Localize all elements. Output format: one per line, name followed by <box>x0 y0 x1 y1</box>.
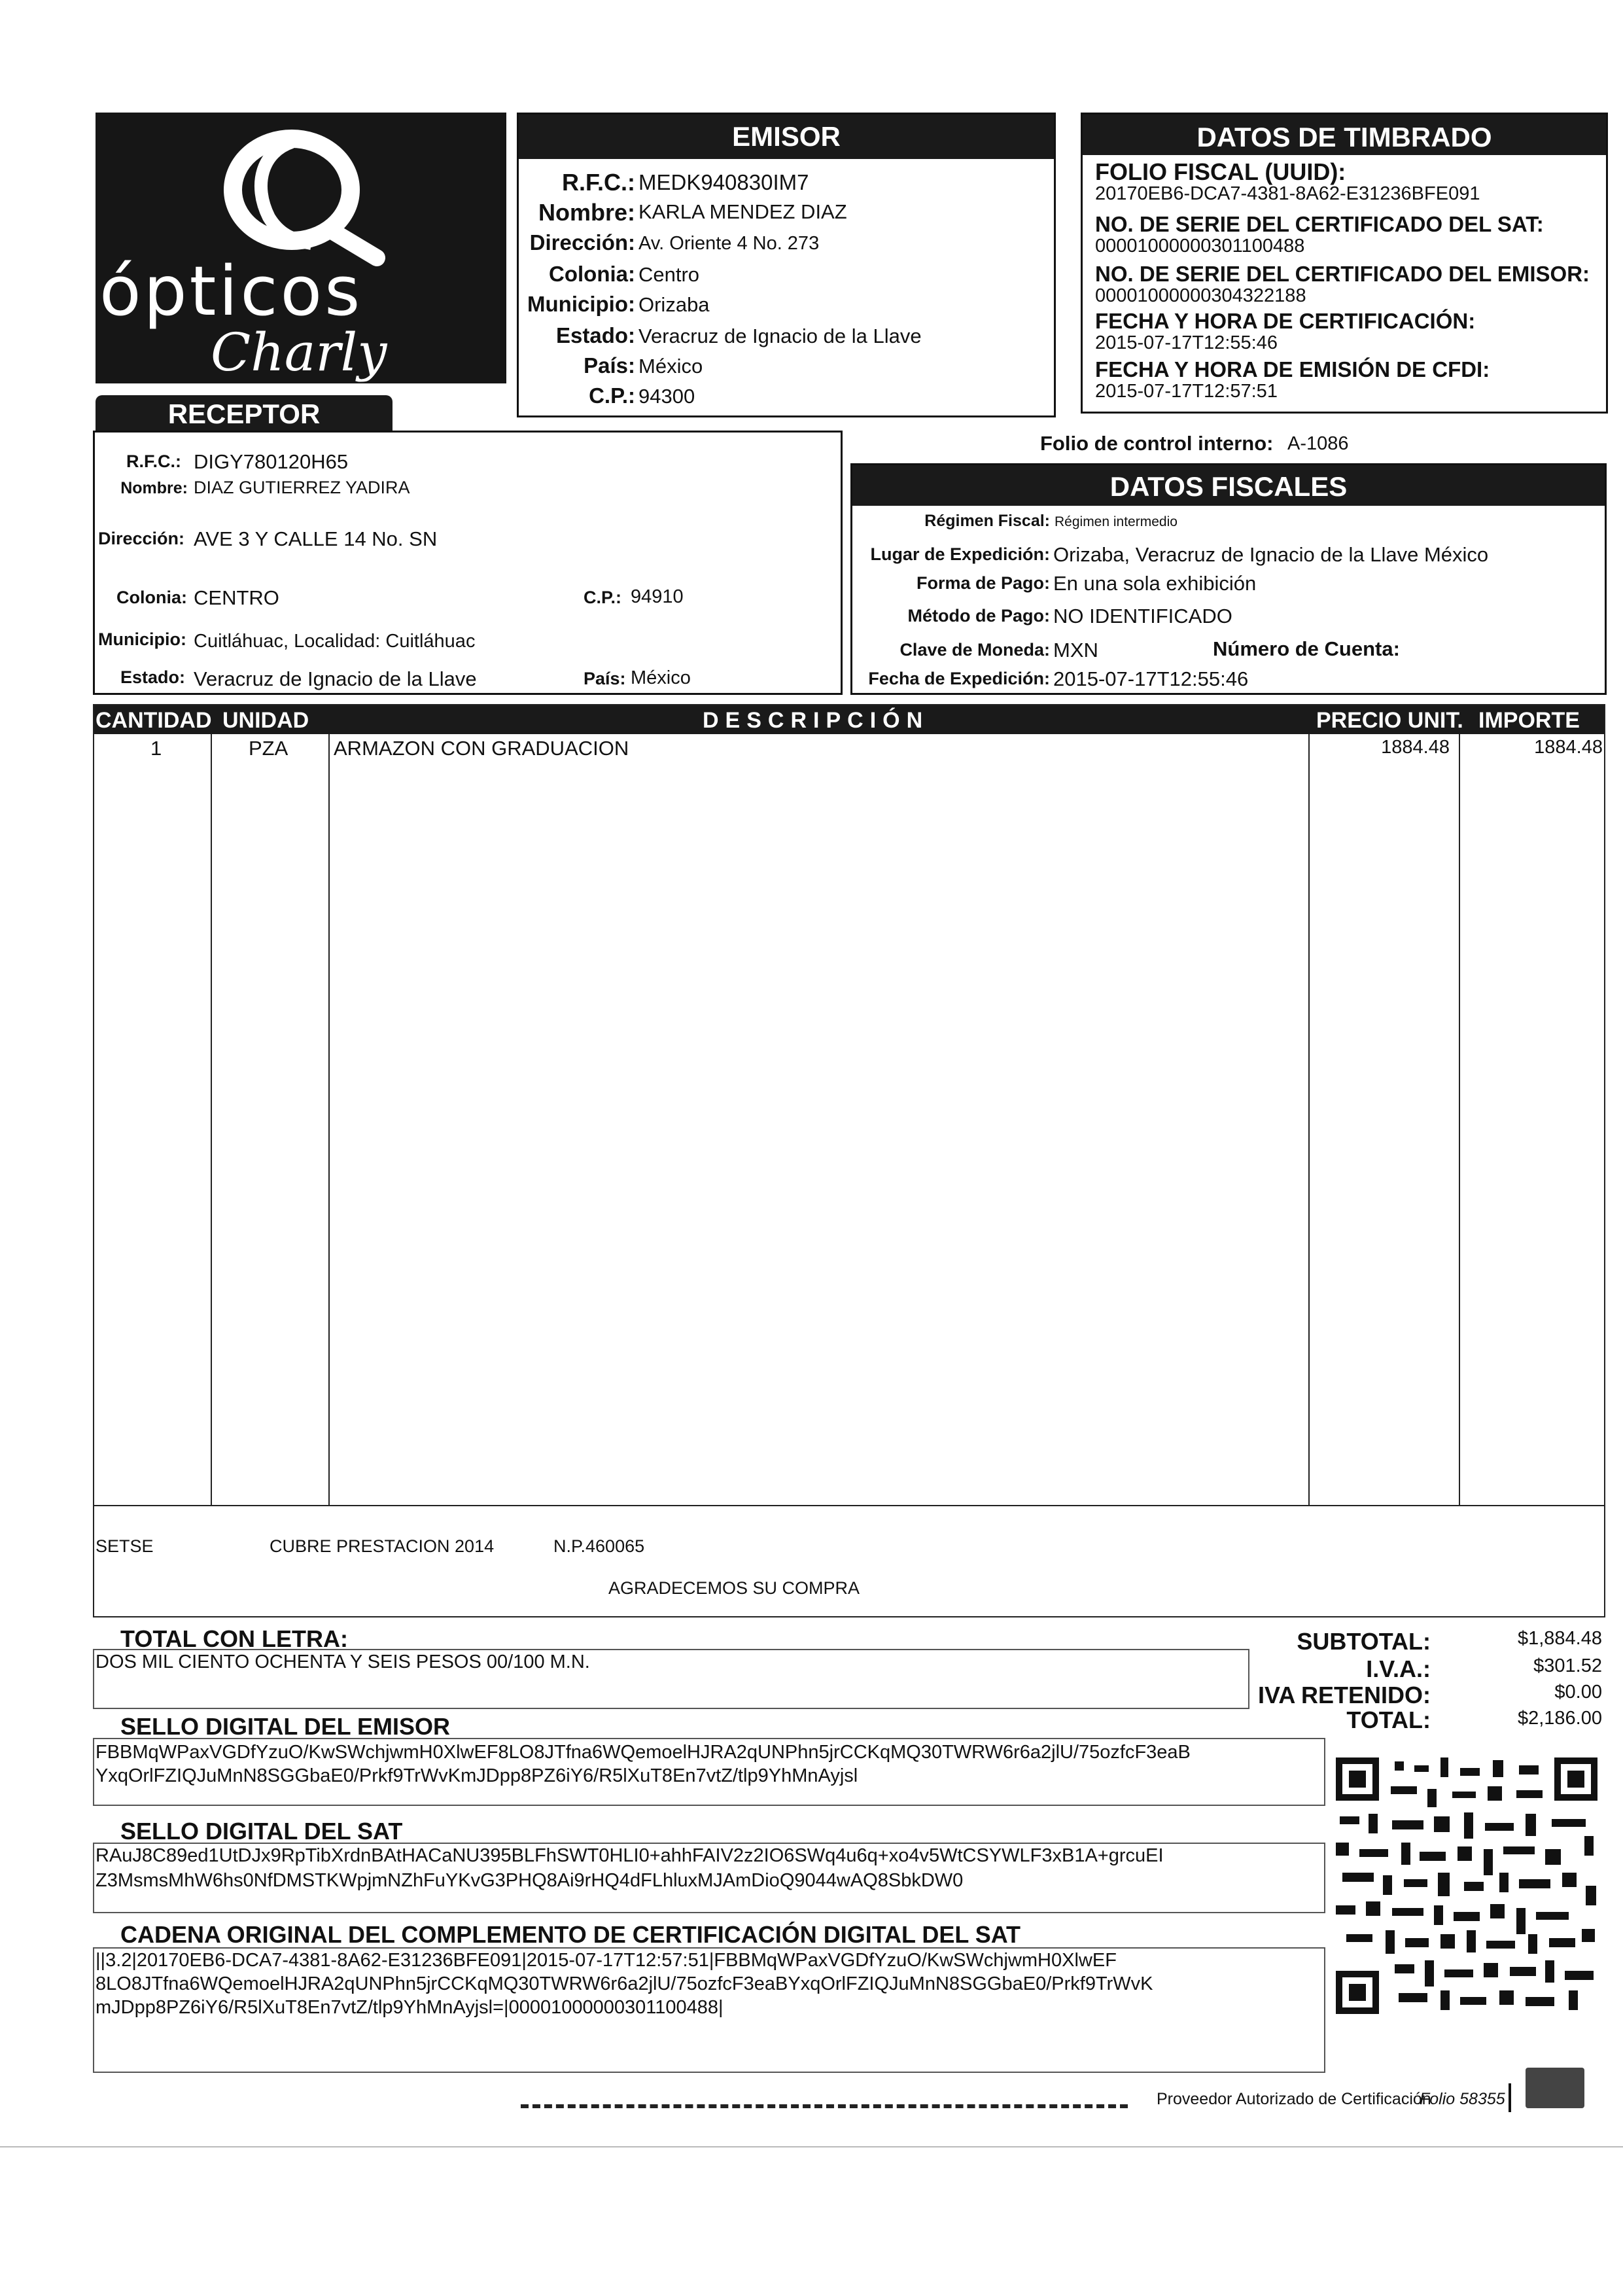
fecha-emision-value: 2015-07-17T12:57:51 <box>1095 381 1278 402</box>
certifier-logo <box>1526 2068 1584 2108</box>
col-unidad-header: UNIDAD <box>222 708 309 733</box>
items-table <box>93 704 1605 1617</box>
folio-control-label: Folio de control interno: <box>1040 432 1274 455</box>
receptor-colonia-label: Colonia: <box>116 588 187 607</box>
emisor-nombre: KARLA MENDEZ DIAZ <box>638 200 847 223</box>
forma-label: Forma de Pago: <box>916 573 1050 593</box>
moneda-label: Clave de Moneda: <box>899 640 1050 660</box>
total-letra-value: DOS MIL CIENTO OCHENTA Y SEIS PESOS 00/100 M.N. <box>96 1651 590 1672</box>
col-precio-header: PRECIO UNIT. <box>1316 708 1463 733</box>
fecha-emision-label: FECHA Y HORA DE EMISIÓN DE CFDI: <box>1095 357 1490 381</box>
receptor-estado-label: Estado: <box>120 667 186 687</box>
col-divider <box>1308 734 1310 1505</box>
lugar-value: Orizaba, Veracruz de Ignacio de la Llave México <box>1053 543 1489 566</box>
certifier-divider <box>1509 2083 1511 2112</box>
emisor-rfc: MEDK940830IM7 <box>638 170 809 194</box>
subtotal-value: $1,884.48 <box>1517 1628 1602 1649</box>
sello-emisor-line2: YxqOrlFZIQJuMnN8SGGbaE0/Prkf9TrWvKmJDpp8PZ6iY6/R5lXuT8En7vtZ/tlp9YhMnAyjsl <box>96 1765 858 1786</box>
company-logo <box>96 113 506 383</box>
serie-sat-label: NO. DE SERIE DEL CERTIFICADO DEL SAT: <box>1095 212 1544 236</box>
fiscales-title: DATOS FISCALES <box>852 465 1605 506</box>
col-divider <box>328 734 330 1505</box>
row-precio: 1884.48 <box>1381 737 1450 758</box>
regimen-label: Régimen Fiscal: <box>924 512 1050 530</box>
serie-sat-value: 00001000000301100488 <box>1095 236 1305 256</box>
folio-control-value: A-1086 <box>1287 433 1349 454</box>
cropped-footer-text <box>521 2104 1128 2112</box>
proveedor-folio: Folio 58355 <box>1420 2090 1505 2108</box>
sello-sat-label: SELLO DIGITAL DEL SAT <box>120 1818 403 1845</box>
receptor-municipio: Cuitláhuac, Localidad: Cuitláhuac <box>194 631 476 652</box>
table-body-bottom-rule <box>94 1505 1604 1506</box>
receptor-rfc-label: R.F.C.: <box>126 451 181 471</box>
cadena-label: CADENA ORIGINAL DEL COMPLEMENTO DE CERTIFICACIÓN DIGITAL DEL SAT <box>120 1921 1021 1948</box>
col-descripcion-header: DESCRIPCIÓN <box>703 708 930 733</box>
regimen-value: Régimen intermedio <box>1055 514 1178 529</box>
sello-emisor-label: SELLO DIGITAL DEL EMISOR <box>120 1713 451 1740</box>
cadena-line2: 8LO8JTfna6WQemoelHJRA2qUNPhn5jrCCKqMQ30TWRW6r6a2jlU/75ozfcF3eaBYxqOrlFZIQJuMnN8SGGbaE0/Prkf9TrWvK <box>96 1973 1153 1994</box>
emisor-pais: México <box>638 355 703 378</box>
logo-brand-text: ópticos <box>99 251 363 331</box>
sello-sat-line2: Z3MsmsMhW6hs0NfDMSTKWpjmNZhFuYKvG3PHQ8Ai9rHQ4dFLhluxMJAmDioQ9044wAQ8SbkDW0 <box>96 1870 964 1891</box>
fecha-expedicion-value: 2015-07-17T12:55:46 <box>1053 667 1249 690</box>
fecha-cert-value: 2015-07-17T12:55:46 <box>1095 332 1278 353</box>
emisor-municipio-label: Municipio: <box>527 292 635 316</box>
emisor-estado-label: Estado: <box>555 323 635 347</box>
row-cantidad: 1 <box>150 737 162 760</box>
sello-sat-line1: RAuJ8C89ed1UtDJx9RpTibXrdnBAtHACaNU395BLFhSWT0HLI0+ahhFAIV2z2IO6SWq4u6q+xo4v5WtCSYWLF3xB1A+grcuEI <box>96 1845 1164 1866</box>
receptor-cp-label: C.P.: <box>584 588 622 607</box>
receptor-colonia: CENTRO <box>194 586 279 609</box>
total-value: $2,186.00 <box>1517 1708 1602 1729</box>
emisor-cp: 94300 <box>638 385 695 408</box>
qr-code-icon <box>1336 1757 1597 2014</box>
emisor-direccion-label: Dirección: <box>529 230 635 255</box>
serie-emisor-label: NO. DE SERIE DEL CERTIFICADO DEL EMISOR: <box>1095 262 1590 286</box>
receptor-rfc: DIGY780120H65 <box>194 450 349 473</box>
logo-script-text: Charly <box>211 322 387 383</box>
uuid-value: 20170EB6-DCA7-4381-8A62-E31236BFE091 <box>1095 183 1480 204</box>
receptor-nombre-label: Nombre: <box>120 479 188 497</box>
col-importe-header: IMPORTE <box>1478 708 1580 733</box>
emisor-municipio: Orizaba <box>638 293 710 316</box>
emisor-nombre-label: Nombre: <box>538 199 635 226</box>
uuid-label: FOLIO FISCAL (UUID): <box>1095 158 1346 185</box>
receptor-municipio-label: Municipio: <box>98 629 186 649</box>
emisor-cp-label: C.P.: <box>589 383 635 408</box>
receptor-direccion: AVE 3 Y CALLE 14 No. SN <box>194 527 438 550</box>
receptor-pais-label: País: <box>584 669 626 688</box>
note-setse: SETSE <box>96 1536 154 1556</box>
iva-label: I.V.A.: <box>1366 1655 1431 1682</box>
metodo-value: NO IDENTIFICADO <box>1053 605 1232 627</box>
retenido-label: IVA RETENIDO: <box>1257 1682 1431 1708</box>
emisor-pais-label: País: <box>584 353 635 378</box>
col-cantidad-header: CANTIDAD <box>96 708 212 733</box>
receptor-title: RECEPTOR <box>96 395 393 432</box>
receptor-cp: 94910 <box>631 586 684 607</box>
sello-emisor-line1: FBBMqWPaxVGDfYzuO/KwSWchjwmH0XlwEF8LO8JTfna6WQemoelHJRA2qUNPhn5jrCCKqMQ30TWRW6r6a2jlU/75ozfcF3eaB <box>96 1742 1191 1763</box>
row-importe: 1884.48 <box>1534 737 1603 758</box>
receptor-nombre: DIAZ GUTIERREZ YADIRA <box>194 478 410 497</box>
note-prestacion: CUBRE PRESTACION 2014 <box>270 1536 495 1556</box>
serie-emisor-value: 00001000000304322188 <box>1095 285 1306 306</box>
proveedor-text: Proveedor Autorizado de Certificación <box>1157 2090 1431 2108</box>
emisor-title: EMISOR <box>519 115 1054 159</box>
iva-value: $301.52 <box>1533 1655 1602 1676</box>
cadena-line1: ||3.2|20170EB6-DCA7-4381-8A62-E31236BFE091|2015-07-17T12:57:51|FBBMqWPaxVGDfYzuO/KwSWchjwmH0XlwEF <box>96 1950 1117 1971</box>
emisor-direccion: Av. Oriente 4 No. 273 <box>638 233 820 254</box>
fecha-expedicion-label: Fecha de Expedición: <box>868 669 1050 688</box>
subtotal-label: SUBTOTAL: <box>1297 1628 1431 1655</box>
cuenta-label: Número de Cuenta: <box>1213 637 1400 660</box>
metodo-label: Método de Pago: <box>907 606 1050 626</box>
receptor-pais: México <box>631 667 691 688</box>
forma-value: En una sola exhibición <box>1053 572 1257 595</box>
moneda-value: MXN <box>1053 639 1098 662</box>
emisor-rfc-label: R.F.C.: <box>562 169 635 196</box>
receptor-direccion-label: Dirección: <box>98 529 185 548</box>
emisor-colonia: Centro <box>638 263 700 286</box>
lugar-label: Lugar de Expedición: <box>870 544 1050 564</box>
note-np: N.P.460065 <box>553 1536 645 1556</box>
cadena-line3: mJDpp8PZ6iY6/R5lXuT8En7vtZ/tlp9YhMnAyjsl=|00001000000301100488| <box>96 1997 724 2018</box>
receptor-estado: Veracruz de Ignacio de la Llave <box>194 667 477 690</box>
total-label: TOTAL: <box>1346 1706 1431 1733</box>
row-descripcion: ARMAZON CON GRADUACION <box>334 737 629 760</box>
retenido-value: $0.00 <box>1554 1682 1602 1703</box>
note-agradecemos: AGRADECEMOS SU COMPRA <box>608 1578 860 1598</box>
qr-code <box>1336 1757 1597 2014</box>
row-unidad: PZA <box>249 737 288 760</box>
col-divider <box>211 734 212 1505</box>
emisor-colonia-label: Colonia: <box>549 262 635 286</box>
scan-edge <box>0 2146 1623 2147</box>
fecha-cert-label: FECHA Y HORA DE CERTIFICACIÓN: <box>1095 309 1476 333</box>
col-divider <box>1459 734 1460 1505</box>
total-letra-label: TOTAL CON LETRA: <box>120 1625 348 1652</box>
items-header <box>94 705 1604 734</box>
emisor-estado: Veracruz de Ignacio de la Llave <box>638 325 922 347</box>
timbrado-title: DATOS DE TIMBRADO <box>1083 115 1606 155</box>
